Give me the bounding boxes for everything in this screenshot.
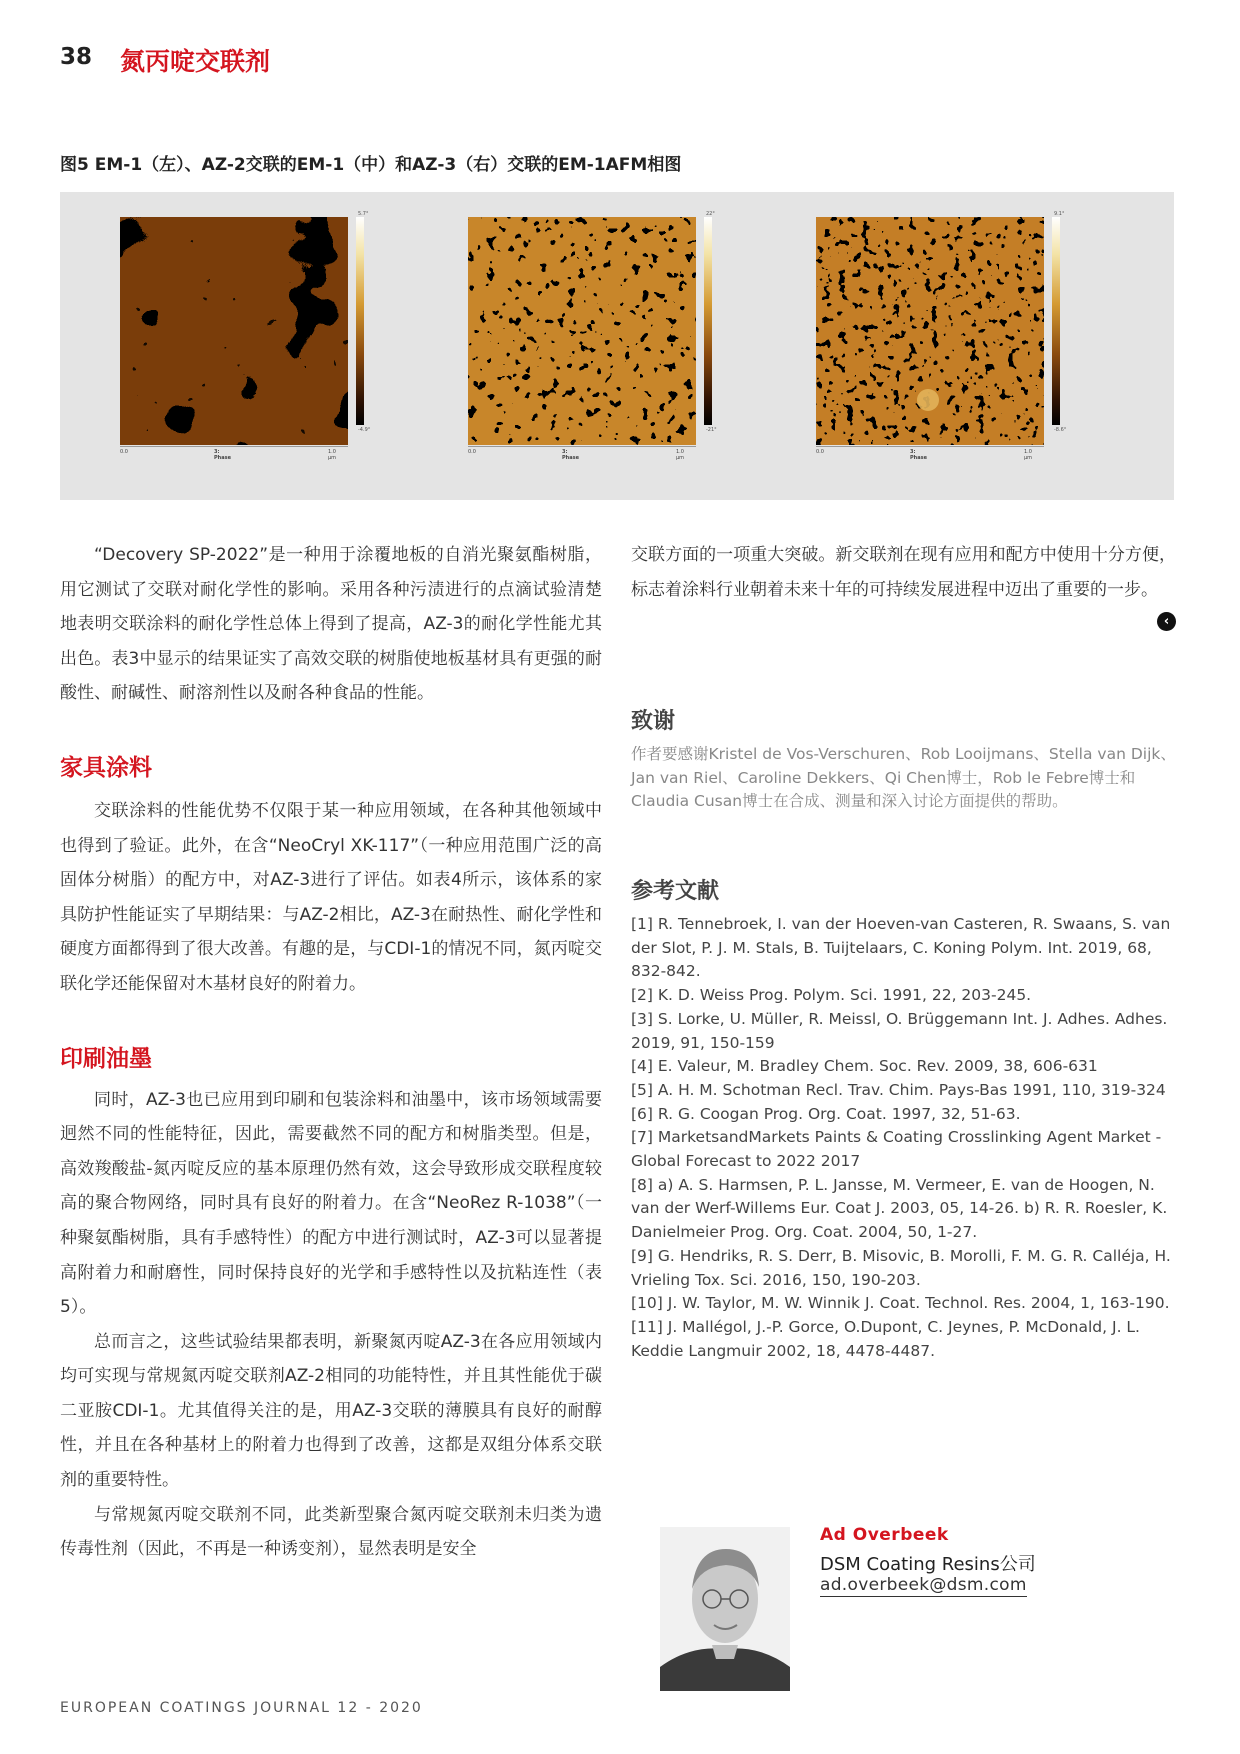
- reference-item: [8] a) A. S. Harmsen, P. L. Jansse, M. Vermeer, E. van de Hoogen, N. van der Werf-Willems Eur. Coat J. 2003, 05, 14-26. b) R. R. Roesler, K. Danielmeier Prog. Org. Coat. 2004, 50, 1-27.: [631, 1175, 1168, 1242]
- reference-item: [4] E. Valeur, M. Bradley Chem. Soc. Rev. 2009, 38, 606-631: [631, 1057, 1098, 1076]
- color-scale-bar: [704, 217, 712, 425]
- scale-max-label: 5.7°: [358, 211, 369, 217]
- journal-footer: EUROPEAN COATINGS JOURNAL 12 - 2020: [60, 1700, 423, 1716]
- chevron-left-circle-icon[interactable]: ‹: [1157, 612, 1176, 631]
- color-scale-bar: [356, 217, 364, 425]
- continuation-paragraph: 交联方面的一项重大突破。新交联剂在现有应用和配方中使用十分方便，标志着涂料行业朝着未来十年的可持续发展进程中迈出了重要的一步。: [631, 545, 1176, 600]
- author-photo: [660, 1527, 790, 1691]
- reference-item: [11] J. Mallégol, J.-P. Gorce, O.Dupont, C. Jeynes, P. McDonald, J. L. Keddie Langmuir 2002, 18, 4478-4487.: [631, 1317, 1140, 1360]
- axis-line: [120, 446, 348, 447]
- furniture-coatings-heading: 家具涂料: [60, 754, 152, 781]
- reference-item: [7] MarketsandMarkets Paints & Coating Crosslinking Agent Market - Global Forecast to 2022 2017: [631, 1128, 1162, 1171]
- reference-item: [5] A. H. M. Schotman Recl. Trav. Chim. Pays-Bas 1991, 110, 319-324: [631, 1080, 1166, 1099]
- scale-max-label: 22°: [706, 211, 715, 217]
- author-organization: DSM Coating Resins公司: [820, 1554, 1036, 1575]
- axis-line: [816, 446, 1044, 447]
- printing-inks-heading: 印刷油墨: [60, 1045, 152, 1072]
- author-name: Ad Overbeek: [820, 1525, 949, 1545]
- axis-end-label: 1.0 µm: [1024, 449, 1033, 461]
- reference-item: [3] S. Lorke, U. Müller, R. Meissl, O. Brüggemann Int. J. Adhes. Adhes. 2019, 91, 150-159: [631, 1009, 1168, 1052]
- axis-channel-label: 3: Phase: [562, 449, 579, 461]
- axis-end-label: 1.0 µm: [328, 449, 337, 461]
- scale-min-label: -8.6°: [1054, 427, 1067, 433]
- axis-start-label: 0.0: [816, 449, 824, 455]
- reference-item: [10] J. W. Taylor, M. W. Winnik J. Coat. Technol. Res. 2004, 1, 163-190.: [631, 1294, 1170, 1313]
- axis-start-label: 0.0: [120, 449, 128, 455]
- afm-phase-image: [816, 217, 1044, 445]
- scale-max-label: 9.1°: [1054, 211, 1065, 217]
- afm-phase-image: [120, 217, 348, 445]
- figure-panel-area: [60, 192, 1174, 500]
- references-list: [631, 913, 1176, 1363]
- author-email-link[interactable]: ad.overbeek@dsm.com: [820, 1575, 1027, 1595]
- intro-paragraph: “Decovery SP-2022”是一种用于涂覆地板的自消光聚氨酯树脂，用它测试了交联对耐化学性的影响。采用各种污渍进行的点滴试验清楚地表明交联涂料的耐化学性总体上得到了提高，AZ-3的耐化学性能尤其出色。表3中显示的结果证实了高效交联的树脂使地板基材具有更强的耐酸性、耐碱性、耐溶剂性以及耐各种食品的性能。: [60, 545, 602, 704]
- page-number: 38: [60, 44, 93, 70]
- afm-phase-image: [468, 217, 696, 445]
- reference-item: [1] R. Tennebroek, I. van der Hoeven-van Casteren, R. Swaans, S. van der Slot, P. J. M. Stals, B. Tuijtelaars, C. Koning Polym. Int. 2019, 68, 832-842.: [631, 915, 1171, 981]
- axis-line: [468, 446, 696, 447]
- reference-item: [9] G. Hendriks, R. S. Derr, B. Misovic, B. Morolli, F. M. G. R. Calléja, H. Vrieling Tox. Sci. 2016, 150, 190-203.: [631, 1246, 1171, 1289]
- section-title: 氮丙啶交联剂: [120, 47, 271, 76]
- left-column: [60, 538, 602, 1567]
- references-heading: 参考文献: [631, 879, 720, 904]
- scale-min-label: -4.9°: [358, 427, 371, 433]
- furniture-paragraph: 交联涂料的性能优势不仅限于某一种应用领域，在各种其他领域中也得到了验证。此外，在含“NeoCryl XK-117”（一种应用范围广泛的高固体分树脂）的配方中，对AZ-3进行了评估。如表4所示，该体系的家具防护性能证实了早期结果：与AZ-2相比，AZ-3在耐热性、耐化学性和硬度方面都得到了很大改善。有趣的是，与CDI-1的情况不同，氮丙啶交联化学还能保留对木基材良好的附着力。: [60, 800, 602, 994]
- figure-caption: 图5 EM-1（左）、AZ-2交联的EM-1（中）和AZ-3（右）交联的EM-1AFM相图: [60, 155, 682, 175]
- scale-min-label: -21°: [706, 427, 717, 433]
- axis-start-label: 0.0: [468, 449, 476, 455]
- color-scale-bar: [1052, 217, 1060, 425]
- axis-channel-label: 3: Phase: [214, 449, 231, 461]
- right-column-text: [631, 538, 1176, 607]
- reference-item: [2] K. D. Weiss Prog. Polym. Sci. 1991, 22, 203-245.: [631, 986, 1032, 1005]
- ink-paragraph-3: 与常规氮丙啶交联剂不同，此类新型聚合氮丙啶交联剂未归类为遗传毒性剂（因此，不再是一种诱变剂），显然表明是安全: [60, 1504, 602, 1560]
- reference-item: [6] R. G. Coogan Prog. Org. Coat. 1997, 32, 51-63.: [631, 1104, 1021, 1123]
- ink-paragraph-1: 同时，AZ-3也已应用到印刷和包装涂料和油墨中，该市场领域需要迥然不同的性能特征，因此，需要截然不同的配方和树脂类型。但是，高效羧酸盐-氮丙啶反应的基本原理仍然有效，这会导致形成交联程度较高的聚合物网络，同时具有良好的附着力。在含“NeoRez R-1038”（一种聚氨酯树脂，具有手感特性）的配方中进行测试时，AZ-3可以显著提高附着力和耐磨性，同时保持良好的光学和手感特性以及抗粘连性（表5）。: [60, 1089, 602, 1318]
- acknowledgements-heading: 致谢: [631, 709, 676, 734]
- acknowledgements-text: 作者要感谢Kristel de Vos-Verschuren、Rob Looijmans、Stella van Dijk、Jan van Riel、Caroline Dekkers、Qi Chen博士，Rob le Febre博士和Claudia Cusan博士在合成、测量和深入讨论方面提供的帮助。: [631, 745, 1176, 810]
- ink-paragraph-2: 总而言之，这些试验结果都表明，新聚氮丙啶AZ-3在各应用领域内均可实现与常规氮丙啶交联剂AZ-2相同的功能特性，并且其性能优于碳二亚胺CDI-1。尤其值得关注的是，用AZ-3交联的薄膜具有良好的耐醇性，并且在各种基材上的附着力也得到了改善，这都是双组分体系交联剂的重要特性。: [60, 1331, 602, 1491]
- axis-end-label: 1.0 µm: [676, 449, 685, 461]
- axis-channel-label: 3: Phase: [910, 449, 927, 461]
